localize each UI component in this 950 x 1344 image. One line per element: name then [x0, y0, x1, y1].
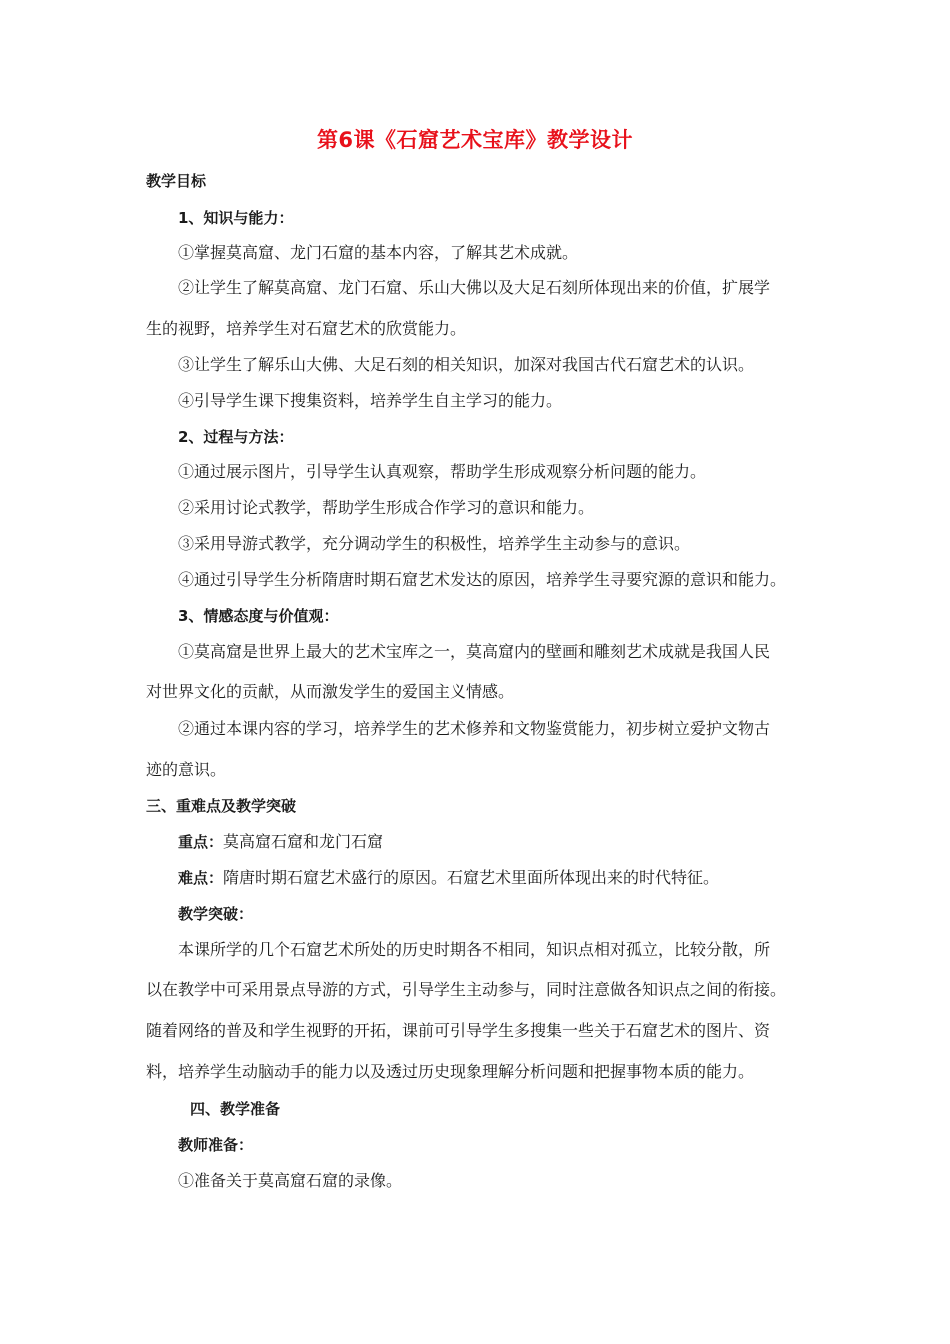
difficulty [178, 867, 719, 889]
emotion-item-2: ②通过本课内容的学习，培养学生的艺术修养和文物鉴赏能力，初步树立爱护文物古 [178, 719, 771, 738]
key-point-text: 莫高窟石窟和龙门石窟 [223, 832, 384, 851]
key-point [178, 831, 383, 853]
knowledge-item-2-cont: 生的视野，培养学生对石窟艺术的欣赏能力。 [146, 319, 467, 338]
breakthrough-heading: 教学突破： [178, 905, 254, 923]
prep-heading: 四、教学准备 [190, 1100, 281, 1118]
emotion-heading: 3、情感态度与价值观： [178, 607, 339, 625]
knowledge-item-1: ①掌握莫高窟、龙门石窟的基本内容，了解其艺术成就。 [178, 243, 579, 262]
emotion-item-1: ①莫高窟是世界上最大的艺术宝库之一，莫高窟内的壁画和雕刻艺术成就是我国人民 [178, 642, 771, 661]
key-heading: 三、重难点及教学突破 [146, 797, 297, 815]
process-item-1: ①通过展示图片，引导学生认真观察，帮助学生形成观察分析问题的能力。 [178, 462, 707, 481]
emotion-item-2-cont: 迹的意识。 [146, 760, 227, 779]
goals-heading: 教学目标 [146, 172, 207, 190]
breakthrough-line-4: 料，培养学生动脑动手的能力以及透过历史现象理解分析问题和把握事物本质的能力。 [146, 1062, 755, 1081]
knowledge-heading: 1、知识与能力： [178, 209, 294, 227]
difficulty-label: 难点： [178, 869, 224, 887]
process-item-4: ④通过引导学生分析隋唐时期石窟艺术发达的原因，培养学生寻要究源的意识和能力。 [178, 570, 787, 589]
teacher-prep-item-1: ①准备关于莫高窟石窟的录像。 [178, 1171, 403, 1190]
teacher-prep-heading: 教师准备： [178, 1136, 254, 1154]
knowledge-item-4: ④引导学生课下搜集资料，培养学生自主学习的能力。 [178, 391, 563, 410]
key-point-label: 重点： [178, 833, 224, 851]
breakthrough-line-1: 本课所学的几个石窟艺术所处的历史时期各不相同，知识点相对孤立，比较分散，所 [178, 940, 771, 959]
emotion-item-1-cont: 对世界文化的贡献，从而激发学生的爱国主义情感。 [146, 682, 515, 701]
difficulty-text: 隋唐时期石窟艺术盛行的原因。石窟艺术里面所体现出来的时代特征。 [223, 868, 720, 887]
process-item-3: ③采用导游式教学，充分调动学生的积极性，培养学生主动参与的意识。 [178, 534, 691, 553]
document-title: 第6课《石窟艺术宝库》教学设计 [316, 128, 634, 152]
knowledge-item-2: ②让学生了解莫高窟、龙门石窟、乐山大佛以及大足石刻所体现出来的价值，扩展学 [178, 278, 771, 297]
breakthrough-line-3: 随着网络的普及和学生视野的开拓，课前可引导学生多搜集一些关于石窟艺术的图片、资 [146, 1021, 771, 1040]
breakthrough-line-2: 以在教学中可采用景点导游的方式，引导学生主动参与，同时注意做各知识点之间的衔接。 [146, 980, 787, 999]
process-heading: 2、过程与方法： [178, 428, 294, 446]
process-item-2: ②采用讨论式教学，帮助学生形成合作学习的意识和能力。 [178, 498, 595, 517]
knowledge-item-3: ③让学生了解乐山大佛、大足石刻的相关知识，加深对我国古代石窟艺术的认识。 [178, 355, 755, 374]
